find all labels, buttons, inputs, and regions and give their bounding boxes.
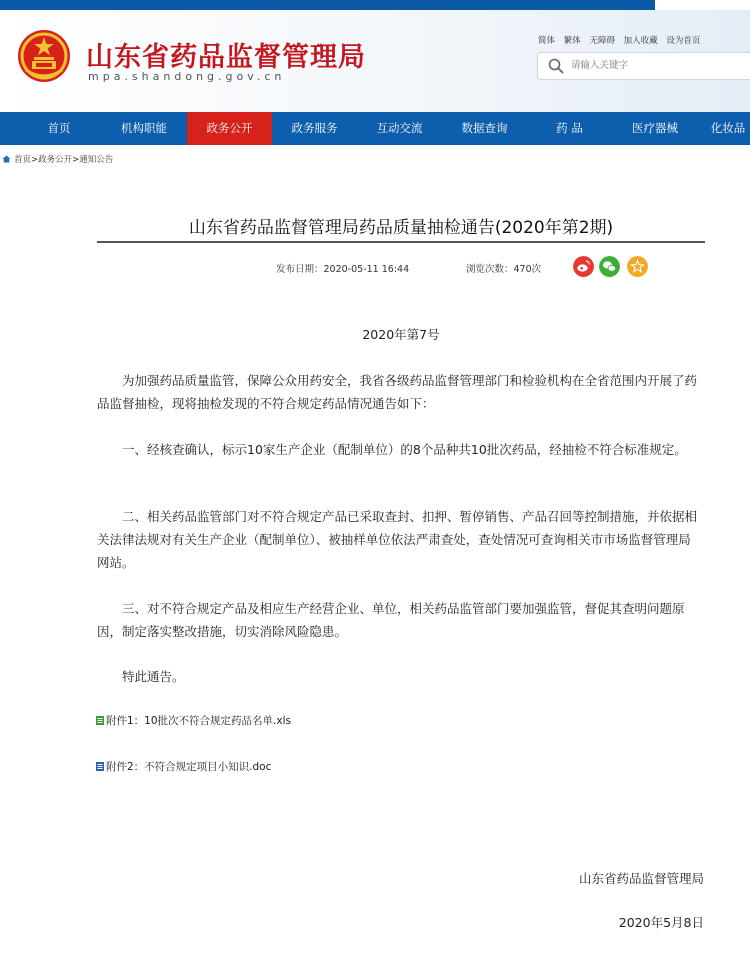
attachment-2-label[interactable]: 附件2：不符合规定项目小知识.doc — [106, 761, 272, 773]
attachment-2-link[interactable] — [96, 759, 271, 774]
site-title[interactable]: 山东省药品监督管理局 — [86, 42, 366, 73]
top-band — [0, 0, 655, 10]
weibo-share-icon[interactable] — [573, 256, 594, 277]
document-number: 2020年第7号 — [362, 327, 440, 342]
nav-data-query[interactable]: 数据查询 — [461, 121, 508, 135]
search-box[interactable] — [537, 52, 750, 80]
top-link-simplified[interactable]: 简体 — [538, 36, 556, 46]
top-link-accessibility[interactable]: 无障碍 — [589, 36, 615, 46]
paragraph-1: 一、经核查确认，标示10家生产企业（配制单位）的8个品种共10批次药品，经抽检不符合标准规定。 — [122, 442, 687, 457]
main-nav — [0, 112, 750, 145]
signature-date: 2020年5月8日 — [618, 915, 704, 930]
nav-organization[interactable]: 机构职能 — [121, 121, 167, 135]
top-links — [538, 34, 706, 46]
paragraph-intro: 为加强药品质量监管，保障公众用药安全，我省各级药品监督管理部门和检验机构在全省范围内开展了药品监督抽检，现将抽检发现的不符合规定药品情况通告如下： — [97, 373, 698, 411]
article-title: 山东省药品监督管理局药品质量抽检通告(2020年第2期) — [188, 218, 614, 238]
nav-drugs[interactable]: 药 品 — [556, 121, 583, 135]
top-link-traditional[interactable]: 繁体 — [563, 36, 581, 46]
search-input[interactable] — [571, 57, 741, 74]
nav-medical-devices[interactable]: 医疗器械 — [632, 121, 678, 135]
nav-gov-services[interactable]: 政务服务 — [291, 121, 338, 135]
paragraph-2: 二、相关药品监管部门对不符合规定产品已采取查封、扣押、暂停销售、产品召回等控制措施，并依据相关法律法规对有关生产企业（配制单位）、被抽样单位依法严肃查处，查处情况可查询相关市市场监督管理局网站。 — [97, 509, 698, 570]
wechat-share-icon[interactable] — [599, 256, 620, 277]
top-link-add-favorite[interactable]: 加入收藏 — [623, 36, 658, 46]
attachment-1-label[interactable]: 附件1：10批次不符合规定药品名单.xls — [106, 715, 291, 727]
paragraph-closing: 特此通告。 — [122, 669, 185, 684]
nav-gov-affairs-open[interactable]: 政务公开 — [187, 112, 272, 145]
site-header — [0, 10, 750, 112]
title-divider — [97, 241, 705, 243]
signature-org: 山东省药品监督管理局 — [578, 871, 704, 886]
nav-interaction[interactable]: 互动交流 — [376, 121, 423, 135]
nav-home[interactable]: 首页 — [47, 121, 71, 135]
word-file-icon — [96, 762, 104, 771]
national-emblem-icon — [16, 28, 72, 84]
home-icon — [2, 155, 11, 163]
view-count: 浏览次数：470次 — [466, 264, 542, 275]
publish-date: 发布日期：2020-05-11 16:44 — [276, 264, 410, 275]
favorite-star-icon[interactable] — [627, 256, 648, 277]
attachment-1-link[interactable] — [96, 713, 291, 728]
top-link-set-homepage[interactable]: 设为首页 — [666, 36, 701, 46]
site-domain: mpa.shandong.gov.cn — [88, 70, 286, 83]
breadcrumb-text[interactable]: 首页>政务公开>通知公告 — [14, 155, 114, 165]
nav-cosmetics[interactable]: 化妆品 — [710, 121, 746, 135]
search-icon[interactable] — [548, 58, 564, 74]
paragraph-3: 三、对不符合规定产品及相应生产经营企业、单位，相关药品监管部门要加强监管，督促其查明问题原因，制定落实整改措施，切实消除风险隐患。 — [97, 601, 685, 639]
breadcrumb — [2, 153, 113, 165]
excel-file-icon — [96, 716, 104, 725]
